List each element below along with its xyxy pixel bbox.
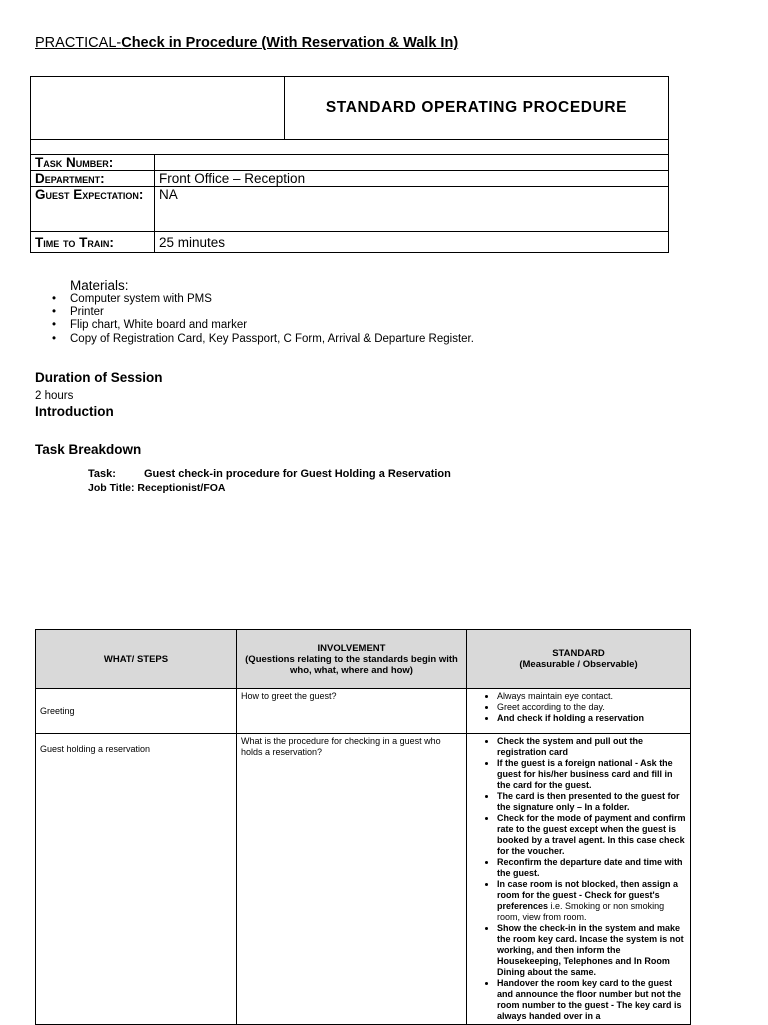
sop-label-task-number: Task Number:	[31, 155, 155, 171]
standard-item-text: In case room is not blocked, then assign a room for the guest - Check for guest's preferences	[497, 879, 679, 911]
standard-cell	[467, 734, 691, 1025]
task-line	[88, 468, 451, 480]
steps-table	[35, 629, 691, 1025]
table-row	[36, 689, 691, 734]
involvement-cell: What is the procedure for checking in a guest who holds a reservation?	[237, 734, 467, 1025]
introduction-heading: Introduction	[35, 404, 114, 419]
duration-heading: Duration of Session	[35, 370, 163, 385]
list-item: • Copy of Registration Card, Key Passport, C Form, Arrival & Departure Register.	[70, 333, 474, 346]
standard-item: • Reconfirm the departure date and time with the guest.	[497, 857, 686, 879]
sop-value-task-number	[155, 155, 669, 171]
header-standard-title: STANDARD	[552, 648, 605, 659]
standard-item: • Handover the room key card to the guest and announce the floor number but not the room number to the guest - The key card is always handed over in a	[497, 978, 686, 1022]
sop-label-department: Department:	[31, 171, 155, 187]
header-involvement-title: INVOLVEMENT	[317, 642, 386, 654]
involvement-cell: How to greet the guest?	[237, 689, 467, 734]
list-item: • Computer system with PMS	[70, 293, 474, 306]
standard-item: • The card is then presented to the guest for the signature only – In a folder.	[497, 791, 686, 813]
job-title: Job Title: Receptionist/FOA	[88, 482, 226, 494]
sop-label-guest-expectation: Guest Expectation:	[31, 187, 155, 232]
task-label: Task:	[88, 468, 116, 480]
header-what-steps: WHAT/ STEPS	[36, 630, 237, 689]
page-title	[35, 35, 458, 51]
standard-cell	[467, 689, 691, 734]
standard-item: • If the guest is a foreign national - Ask the guest for his/her business card and fill in the card for the guest.	[497, 758, 686, 791]
sop-label-time-to-train: Time to Train:	[31, 232, 155, 253]
task-breakdown-heading: Task Breakdown	[35, 442, 142, 457]
title-main: Check in Procedure (With Reservation & Walk In)	[121, 35, 459, 51]
sop-value-time-to-train: 25 minutes	[155, 232, 669, 253]
sop-value-guest-expectation: NA	[155, 187, 669, 232]
standard-item: • And check if holding a reservation	[497, 713, 686, 724]
standard-item	[497, 879, 686, 923]
list-item: • Printer	[70, 306, 474, 319]
standard-item: • Always maintain eye contact.	[497, 691, 686, 702]
sop-table	[30, 76, 669, 253]
sop-spacer-row	[31, 140, 669, 155]
standard-item: • Show the check-in in the system and make the room key card. Incase the system is not working, and then inform the Housekeeping, Telephones and In Room Dining about the same.	[497, 923, 686, 978]
sop-heading: STANDARD OPERATING PROCEDURE	[284, 77, 668, 140]
header-involvement-sub: (Questions relating to the standards begin with who, what, where and how)	[245, 653, 458, 676]
header-standard-sub: (Measurable / Observable)	[519, 659, 638, 670]
materials-title: Materials:	[70, 278, 129, 293]
materials-list	[50, 293, 474, 346]
header-standard	[467, 630, 691, 689]
sop-value-department: Front Office – Reception	[155, 171, 669, 187]
standard-item: • Check for the mode of payment and confirm rate to the guest except when the guest is booked by a travel agent. In this case check for the voucher.	[497, 813, 686, 857]
title-prefix: PRACTICAL-	[35, 35, 122, 51]
step-cell: Greeting	[36, 689, 237, 734]
header-involvement	[237, 630, 467, 689]
standard-item: • Check the system and pull out the registration card	[497, 736, 686, 758]
standard-item-note: i.e. Smoking or non smoking room, view from room.	[497, 901, 665, 922]
step-cell: Guest holding a reservation	[36, 734, 237, 1025]
sop-logo-cell	[31, 77, 285, 140]
list-item: • Flip chart, White board and marker	[70, 319, 474, 332]
standard-item: • Greet according to the day.	[497, 702, 686, 713]
table-row	[36, 734, 691, 1025]
duration-value: 2 hours	[35, 390, 74, 402]
task-value: Guest check-in procedure for Guest Holding a Reservation	[144, 468, 451, 480]
